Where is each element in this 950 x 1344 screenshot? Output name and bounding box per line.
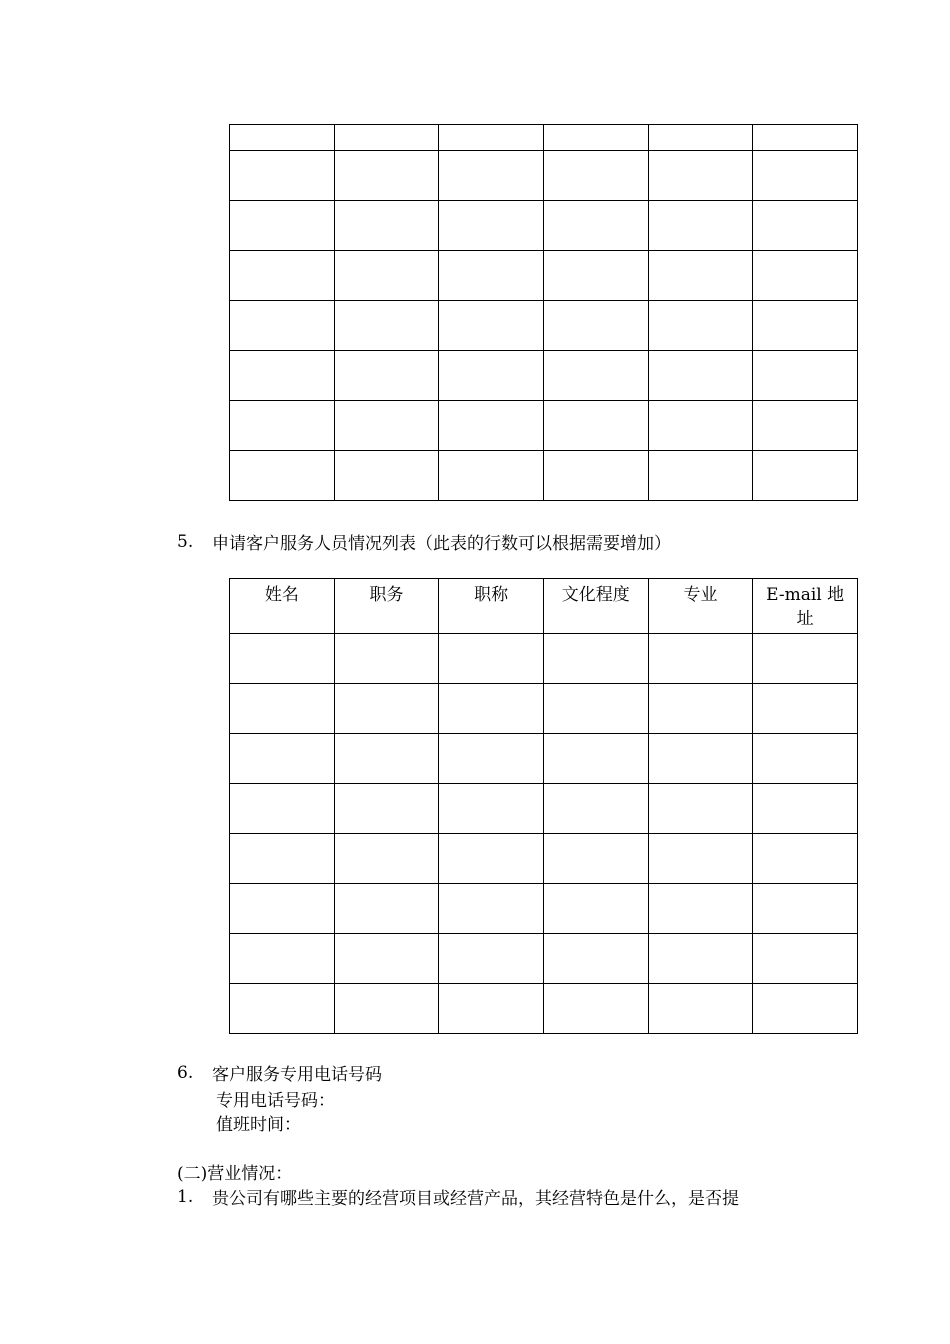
table-row xyxy=(230,884,858,934)
column-header-major: 专业 xyxy=(648,579,753,634)
phone-number-label: 专用电话号码： xyxy=(216,1091,335,1111)
section5-number: 5. xyxy=(177,532,194,552)
business-item1-text: 贵公司有哪些主要的经营项目或经营产品，其经营特色是什么，是否提 xyxy=(212,1189,739,1209)
column-header-position: 职务 xyxy=(334,579,439,634)
table-row xyxy=(230,934,858,984)
staff-table-header xyxy=(230,579,858,634)
section5-title: 申请客户服务人员情况列表（此表的行数可以根据需要增加） xyxy=(212,534,671,554)
table-row xyxy=(230,784,858,834)
column-header-education: 文化程度 xyxy=(543,579,648,634)
business-heading: (二)营业情况： xyxy=(177,1164,293,1184)
table-row xyxy=(230,684,858,734)
column-header-email: E-mail 地址 xyxy=(753,579,858,634)
section6-title: 客户服务专用电话号码 xyxy=(212,1065,382,1085)
table-row xyxy=(230,834,858,884)
duty-time-label: 值班时间： xyxy=(216,1115,301,1135)
table-row xyxy=(230,984,858,1034)
table-row xyxy=(230,734,858,784)
table-row xyxy=(230,634,858,684)
continued-table xyxy=(229,124,858,501)
business-item1-number: 1. xyxy=(177,1187,194,1207)
section6-number: 6. xyxy=(177,1063,194,1083)
column-header-title: 职称 xyxy=(439,579,544,634)
column-header-name: 姓名 xyxy=(230,579,335,634)
staff-table xyxy=(229,578,858,1034)
